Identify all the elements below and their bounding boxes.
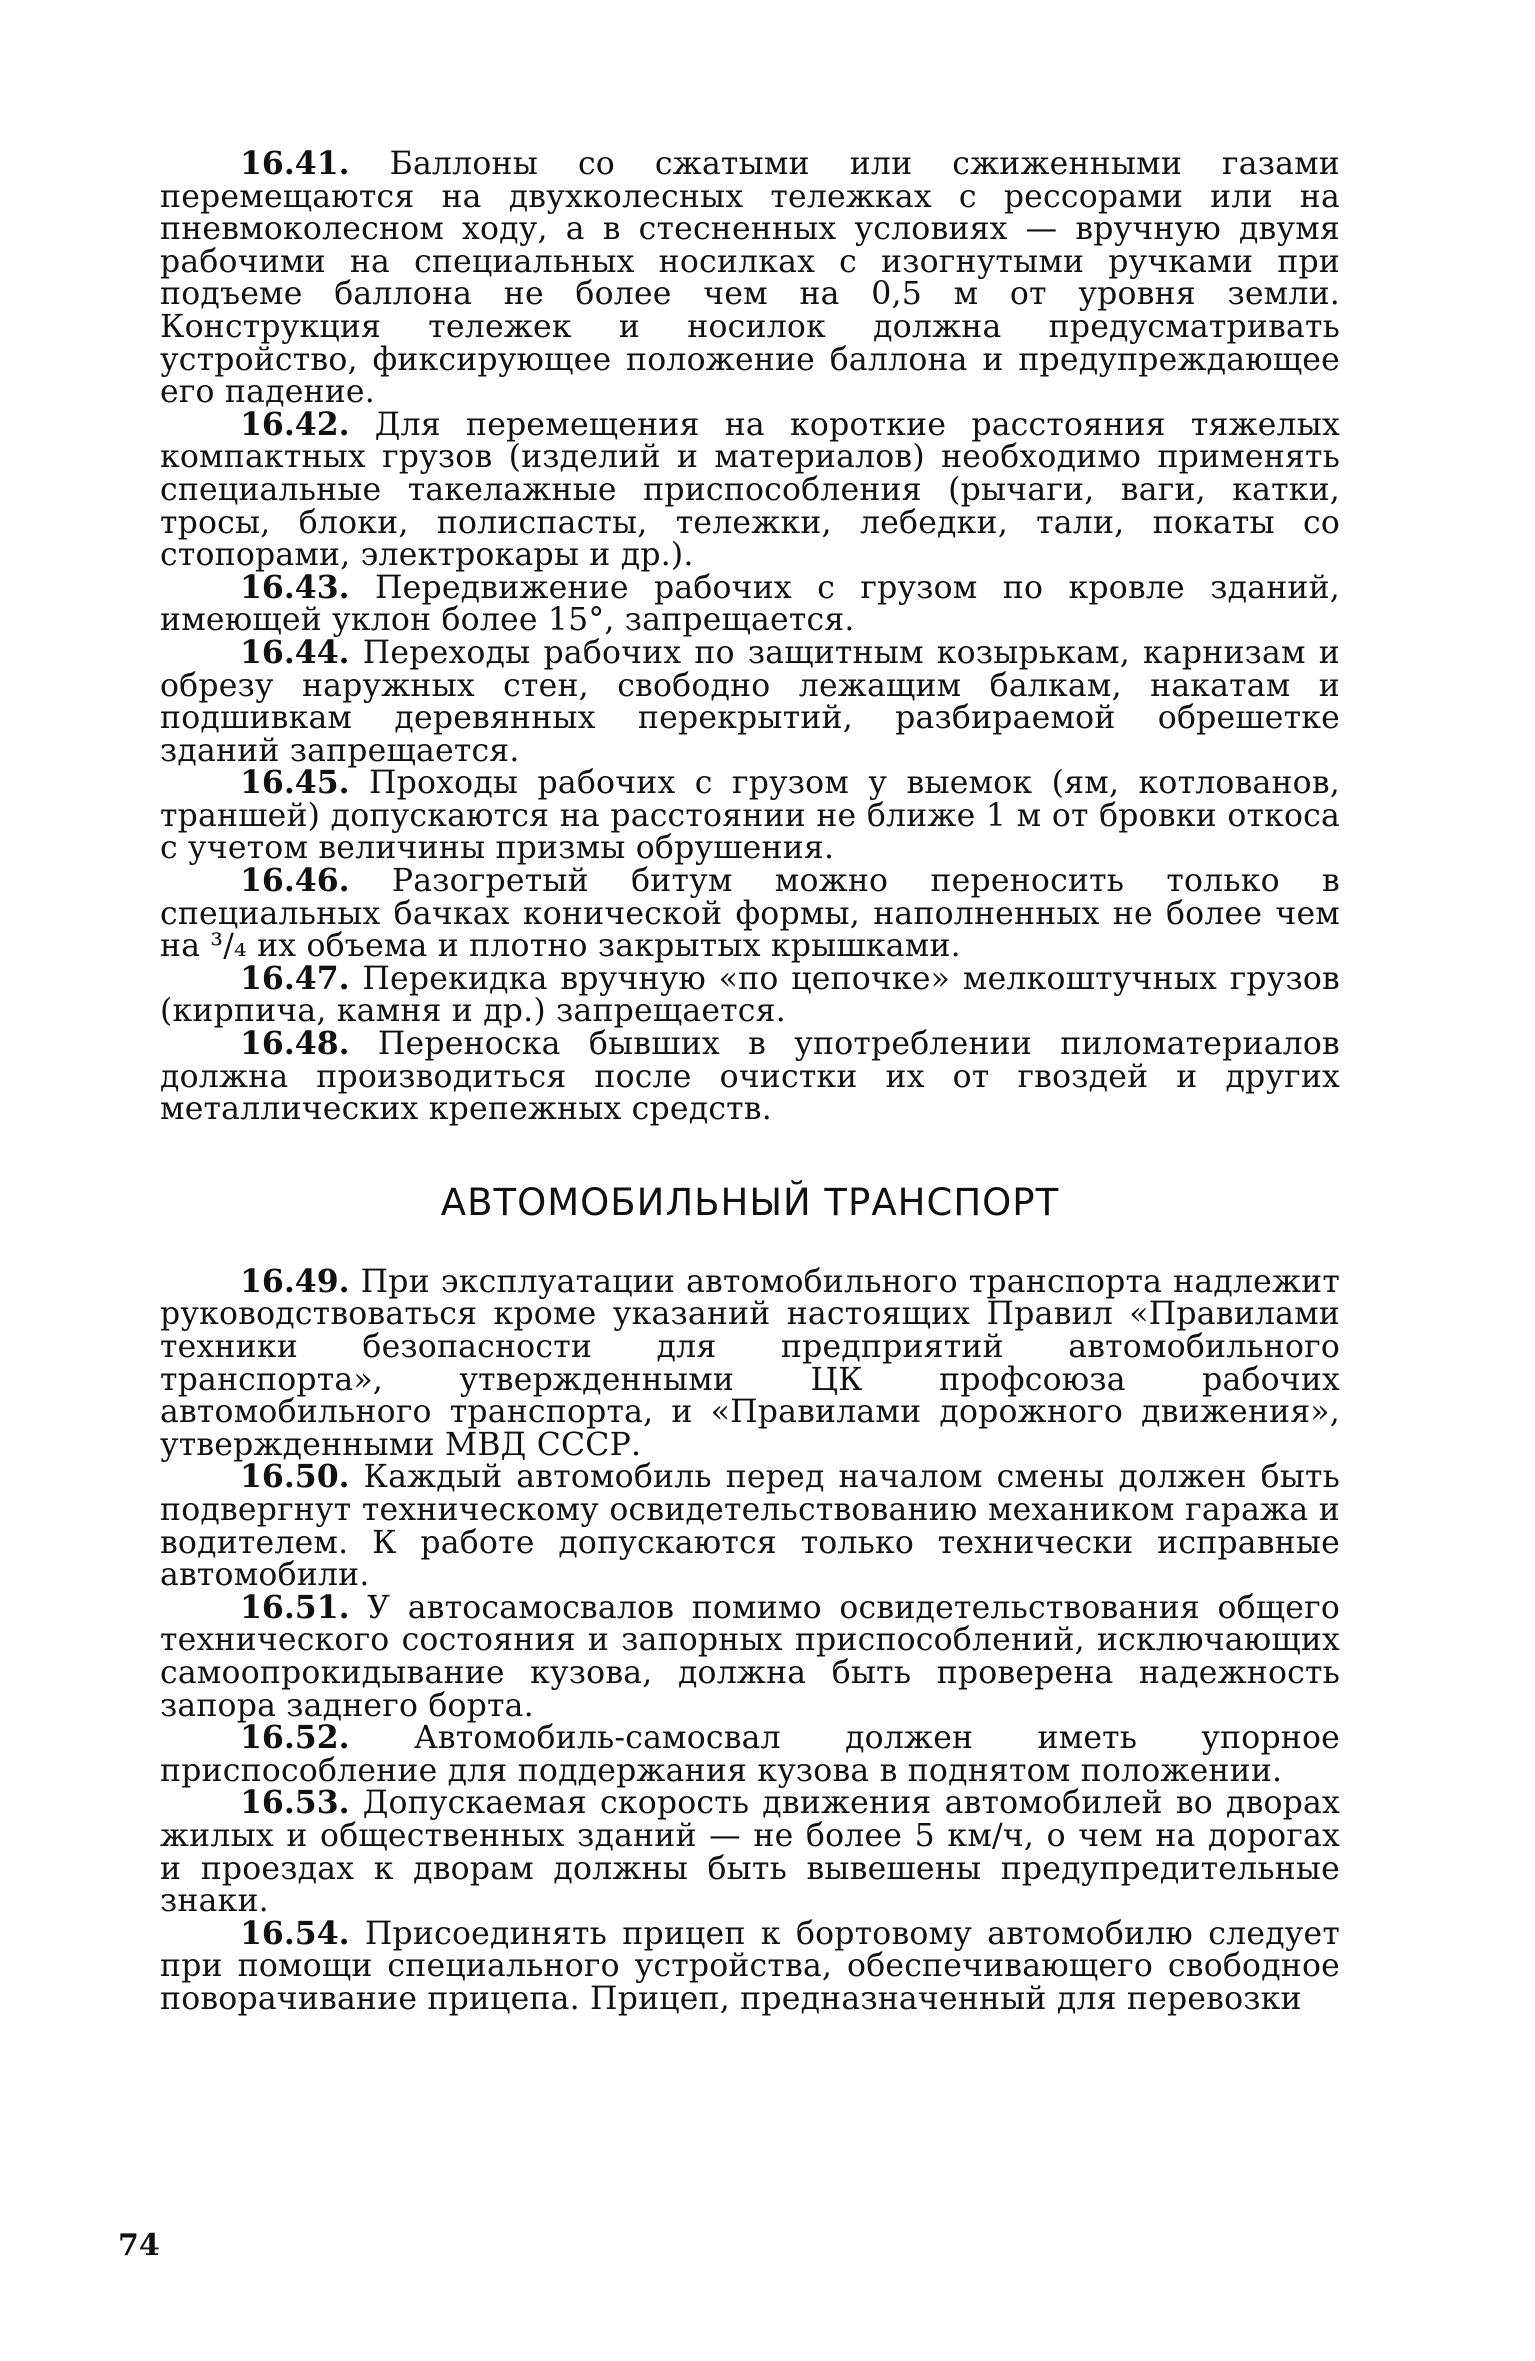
paragraph-text: Каждый автомобиль перед началом смены должен быть подвергнут техническому освидетельствованию механиком гаража и водителем. К работе допускаются только технически исправные автомобили.	[160, 1459, 1340, 1594]
paragraph-16-46	[160, 862, 1340, 965]
paragraph-text: Переноска бывших в употреблении пиломатериалов должна производиться после очистки их от гвоздей и других металлических крепежных средств.	[160, 1026, 1340, 1128]
paragraph-number: 16.47.	[240, 959, 350, 997]
paragraph-number: 16.43.	[240, 568, 350, 606]
paragraph-number: 16.42.	[240, 405, 350, 443]
paragraph-number: 16.52.	[240, 1719, 350, 1757]
paragraph-16-53	[160, 1784, 1340, 1920]
paragraph-16-47	[160, 959, 1340, 1030]
paragraph-number: 16.49.	[240, 1262, 350, 1300]
paragraph-text: Передвижение рабочих с грузом по кровле зданий, имеющей уклон более 15°, запрещается.	[160, 569, 1340, 639]
paragraph-16-42	[160, 405, 1340, 574]
paragraph-16-43	[160, 568, 1340, 639]
paragraph-text: Присоединять прицеп к бортовому автомобилю следует при помощи специального устройства, обеспечивающего свободное поворачивание прицепа. Прицеп, предназначенный для перевозки	[160, 1915, 1340, 2017]
paragraph-text: Допускаемая скорость движения автомобилей во дворах жилых и общественных зданий — не более 5 км/ч, о чем на дорогах и проездах к дворам должны быть вывешены предупредительные знаки.	[160, 1785, 1340, 1920]
section-title: АВТОМОБИЛЬНЫЙ ТРАНСПОРТ	[440, 1180, 1060, 1224]
paragraph-number: 16.50.	[240, 1458, 350, 1496]
paragraph-16-52	[160, 1719, 1341, 1789]
paragraph-16-48	[160, 1025, 1340, 1128]
paragraph-16-45	[160, 764, 1340, 867]
paragraph-text: Перекидка вручную «по цепочке» мелкоштучных грузов (кирпича, камня и др.) запрещается.	[160, 960, 1340, 1030]
paragraph-text: При эксплуатации автомобильного транспорта надлежит руководствоваться кроме указаний настоящих Правил «Правилами техники безопасности для предприятий автомобильного транспорта», утвержденными ЦК профсоюза рабочих автомобильного транспорта, и «Правилами дорожного движения», утвержденными МВД СССР.	[160, 1263, 1340, 1463]
paragraph-text: Для перемещения на короткие расстояния тяжелых компактных грузов (изделий и материалов) необходимо применять специальные такелажные приспособления (рычаги, ваги, катки, тросы, блоки, полиспасты, тележки, лебедки, тали, покаты со стопорами, электрокары и др.).	[160, 406, 1340, 574]
page-number: 74	[118, 2228, 160, 2263]
paragraph-16-44	[160, 633, 1340, 769]
paragraph-number: 16.53.	[240, 1784, 350, 1822]
paragraph-number: 16.44.	[240, 633, 350, 671]
paragraph-text: Переходы рабочих по защитным козырькам, карнизам и обрезу наружных стен, свободно лежащим балкам, накатам и подшивкам деревянных перекрытий, разбираемой обрешетке зданий запрещается.	[160, 634, 1340, 769]
paragraph-text: Проходы рабочих с грузом у выемок (ям, котлованов, траншей) допускаются на расстоянии не ближе 1 м от бровки откоса с учетом величины призмы обрушения.	[160, 765, 1340, 867]
paragraph-number: 16.54.	[240, 1914, 350, 1952]
paragraph-text: У автосамосвалов помимо освидетельствования общего технического состояния и запорных приспособлений, исключающих самоопрокидывание кузова, должна быть проверена надежность запора заднего борта.	[160, 1589, 1340, 1724]
paragraph-16-54	[160, 1914, 1340, 2017]
paragraph-text: Разогретый битум можно переносить только в специальных бачках конической формы, наполненных не более чем на ³/₄ их объема и плотно закрытых крышками.	[160, 863, 1340, 965]
paragraph-16-50	[160, 1458, 1340, 1594]
paragraph-16-51	[160, 1588, 1340, 1724]
paragraph-16-49	[160, 1262, 1340, 1463]
paragraph-number: 16.51.	[240, 1588, 350, 1626]
paragraph-number: 16.48.	[240, 1025, 350, 1063]
paragraph-text: Баллоны со сжатыми или сжиженными газами перемещаются на двухколесных тележках с рессорами или на пневмоколесном ходу, а в стесненных условиях — вручную двумя рабочими на специальных носилках с изогнутыми ручками при подъеме баллона не более чем на 0,5 м от уровня земли. Конструкция тележек и носилок должна предусматривать устройство, фиксирующее положение баллона и предупреждающее его падение.	[160, 146, 1340, 411]
paragraph-number: 16.46.	[240, 862, 350, 900]
paragraph-number: 16.41.	[240, 145, 350, 182]
paragraph-16-41	[160, 145, 1340, 411]
paragraph-number: 16.45.	[240, 764, 350, 802]
paragraph-text: Автомобиль-самосвал должен иметь упорное приспособление для поддержания кузова в поднятом положении.	[160, 1720, 1341, 1789]
document-page	[160, 145, 1341, 2017]
